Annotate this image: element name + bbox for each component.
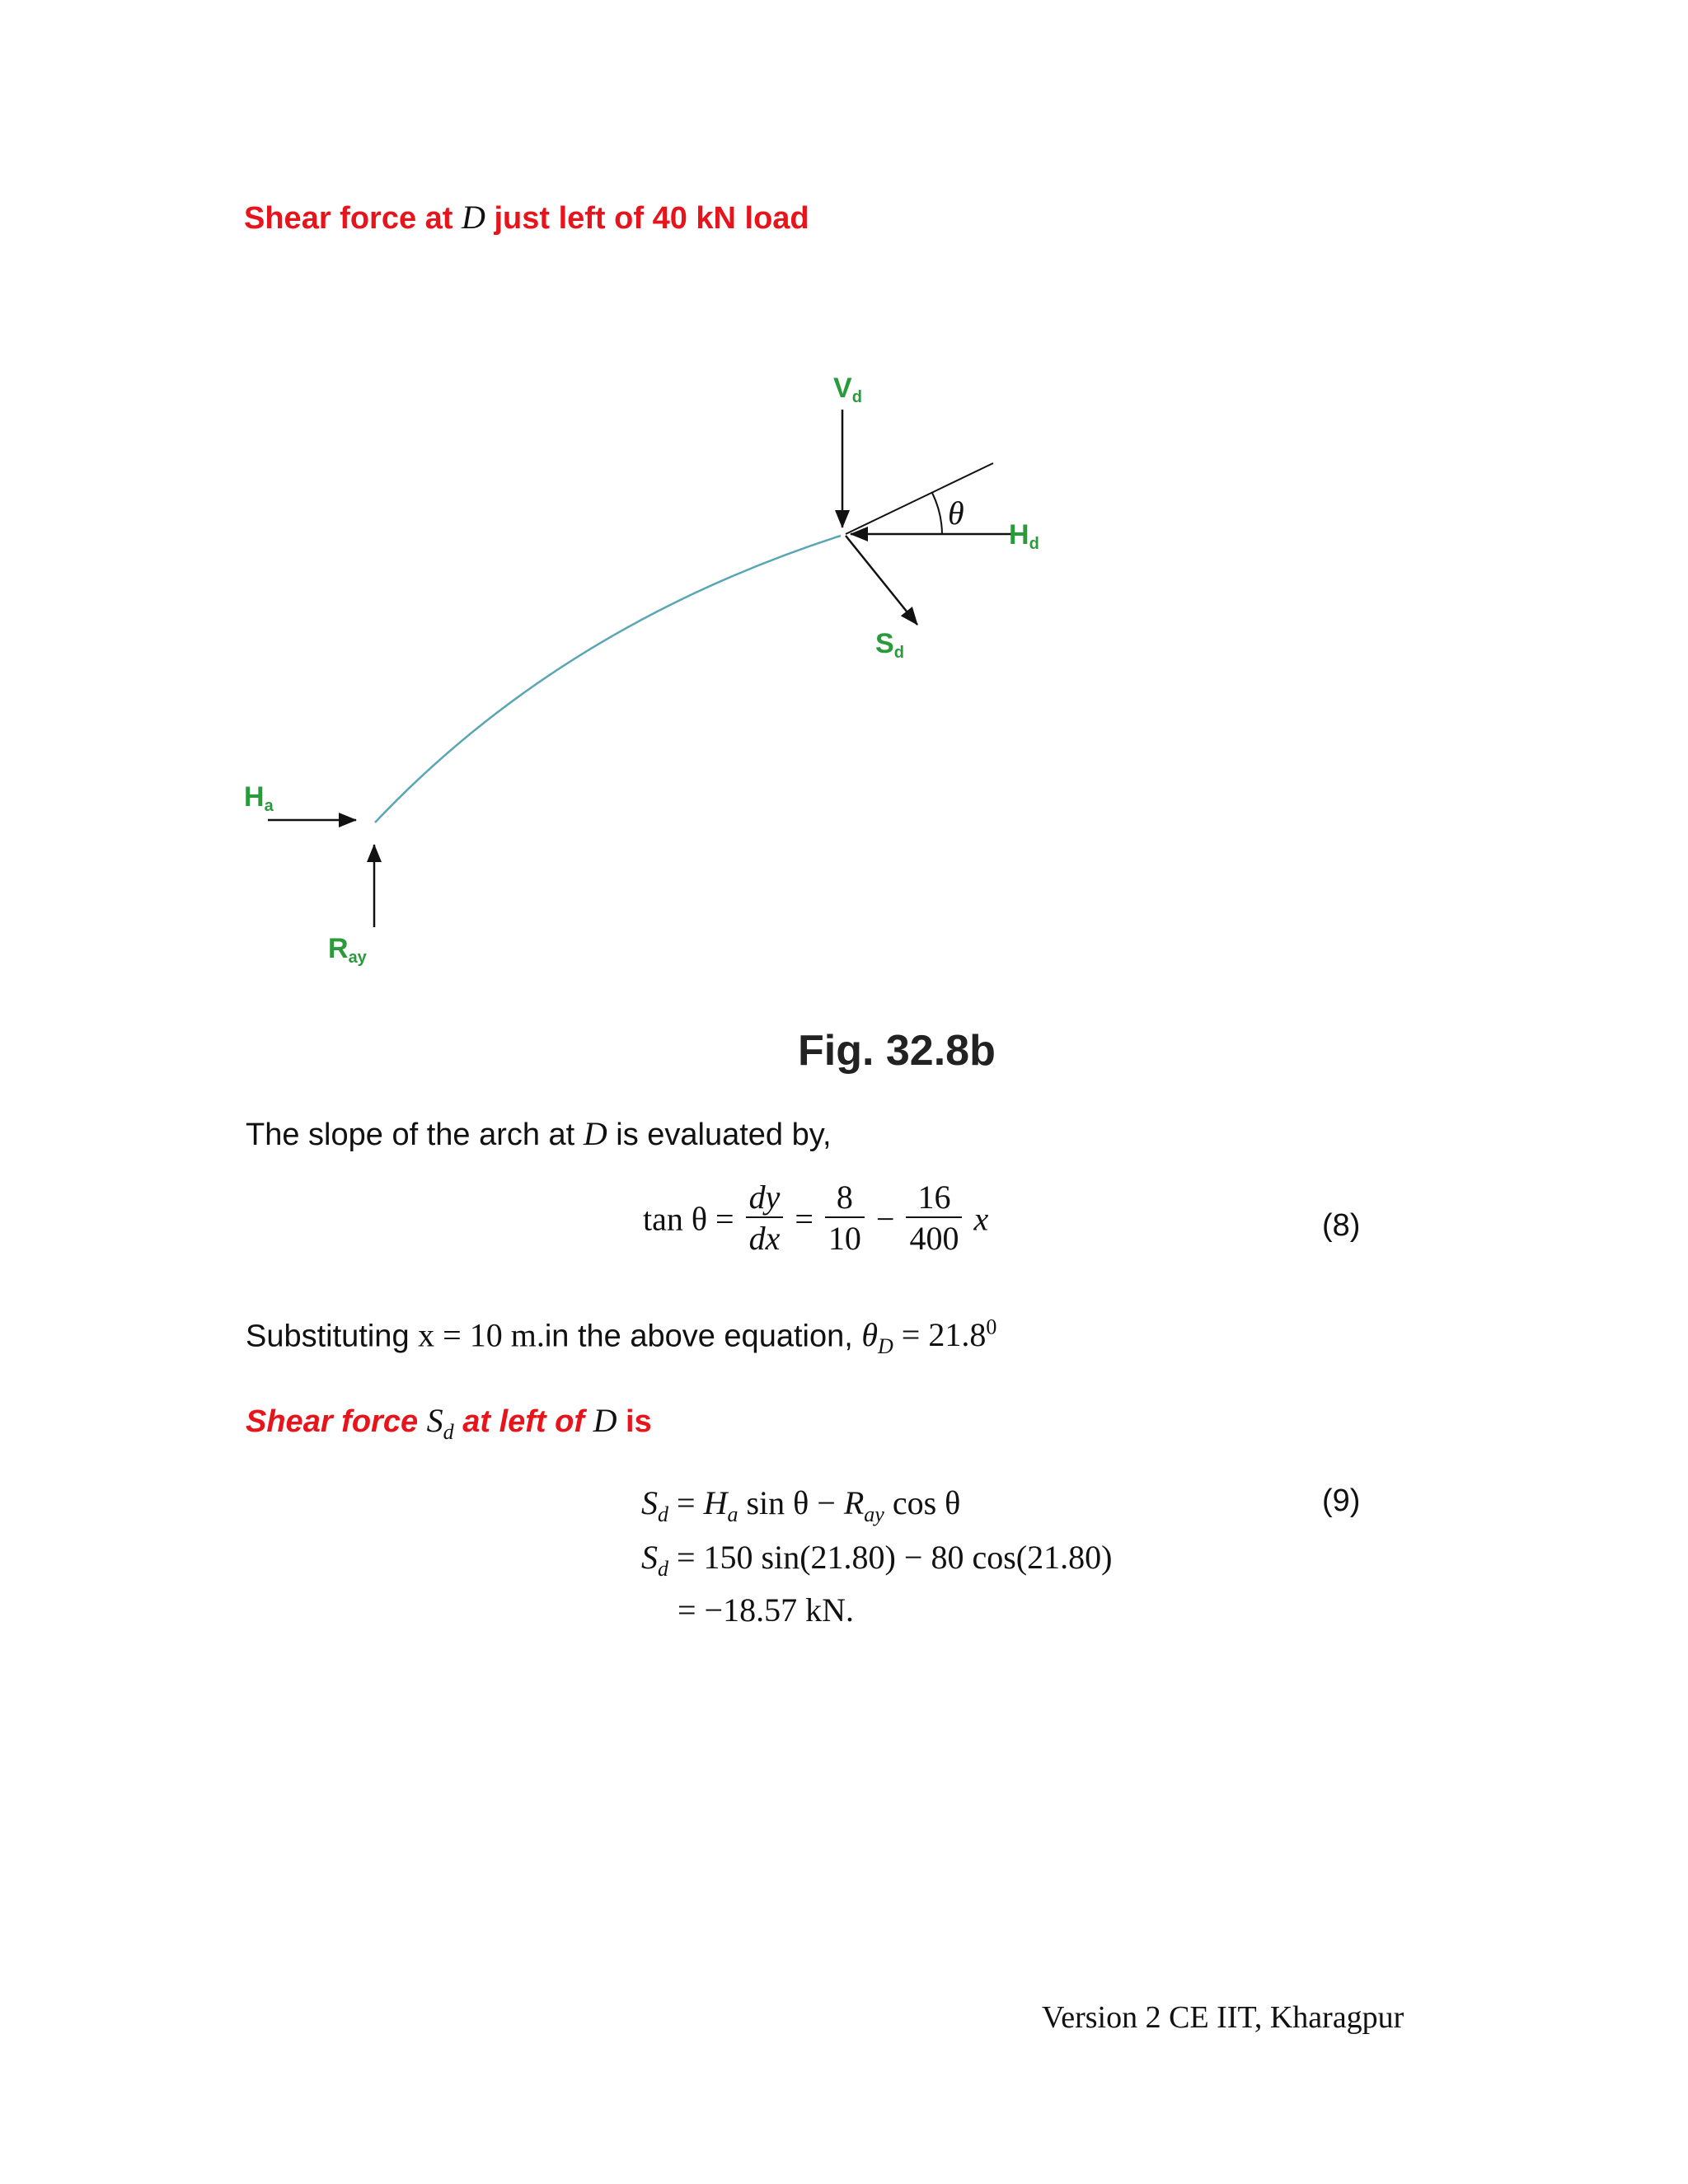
equation-8	[643, 1179, 988, 1259]
heading-variable-d: D	[462, 199, 485, 236]
paragraph-slope-intro	[246, 1114, 832, 1153]
eq8-lhs: tan θ =	[643, 1200, 734, 1238]
eq8-f2-num: 8	[836, 1179, 853, 1216]
label-ha: Ha	[244, 781, 274, 815]
heading2-prefix: Shear force	[246, 1404, 419, 1439]
para1-variable-d: D	[583, 1115, 607, 1152]
equation-9-line-1: $S_d = H_a$ $\sin \theta - R_{ay}$ cos θ	[641, 1484, 961, 1526]
eq8-f3-num: 16	[917, 1179, 951, 1216]
eq8-fraction-dy-dx	[746, 1179, 784, 1259]
para1-suffix: is evaluated by,	[616, 1118, 832, 1152]
eq8-f2-den: 10	[825, 1216, 865, 1259]
section-heading-shear-force-sd	[246, 1401, 652, 1445]
equation-number-8: (8)	[1322, 1208, 1361, 1243]
para2-prefix: Substituting	[246, 1319, 410, 1354]
para1-prefix: The slope of the arch at	[246, 1118, 575, 1152]
label-ray: Ray	[328, 933, 367, 967]
heading2-suffix: is	[626, 1404, 652, 1439]
page-footer: Version 2 CE IIT, Kharagpur	[1042, 2000, 1404, 2035]
para2-middle: in the above equation,	[544, 1319, 853, 1354]
tangent-line	[846, 463, 993, 534]
label-theta: θ	[948, 494, 964, 532]
arch-curve	[375, 536, 841, 823]
eq8-f1-num: dy	[748, 1179, 781, 1216]
equation-9-line-2: $S_d = 150$ sin(21.80) − 80 cos(21.80)	[641, 1539, 1113, 1581]
para2-x-value: x = 10 m.	[418, 1316, 545, 1354]
para2-theta-d: $\theta_D = 21.8^0$	[861, 1315, 997, 1359]
label-sd: Sd	[875, 628, 904, 662]
label-hd: Hd	[1009, 519, 1039, 553]
equation-number-9: (9)	[1322, 1483, 1361, 1518]
heading2-middle: at left of	[462, 1404, 584, 1439]
eq8-fraction-8-10	[825, 1179, 865, 1259]
theta-angle-arc	[932, 493, 942, 534]
eq8-equals: =	[795, 1200, 814, 1238]
eq8-minus: −	[875, 1200, 895, 1238]
sd-arrow	[846, 536, 917, 625]
heading-suffix: just left of 40 kN load	[494, 201, 809, 236]
eq8-f3-den: 400	[906, 1216, 962, 1259]
label-vd: Vd	[833, 373, 862, 406]
eq8-fraction-16-400	[906, 1179, 962, 1259]
paragraph-substituting	[246, 1315, 996, 1359]
heading2-variable-d: D	[593, 1402, 617, 1439]
eq8-x: x	[973, 1200, 989, 1238]
eq8-f1-den: dx	[746, 1216, 784, 1259]
equation-9-line-3: = −18.57 kN.	[678, 1591, 855, 1629]
heading-prefix: Shear force at	[244, 201, 453, 236]
heading2-variable-sd: $S_d$	[426, 1402, 454, 1444]
figure-caption: Fig. 32.8b	[798, 1027, 996, 1075]
